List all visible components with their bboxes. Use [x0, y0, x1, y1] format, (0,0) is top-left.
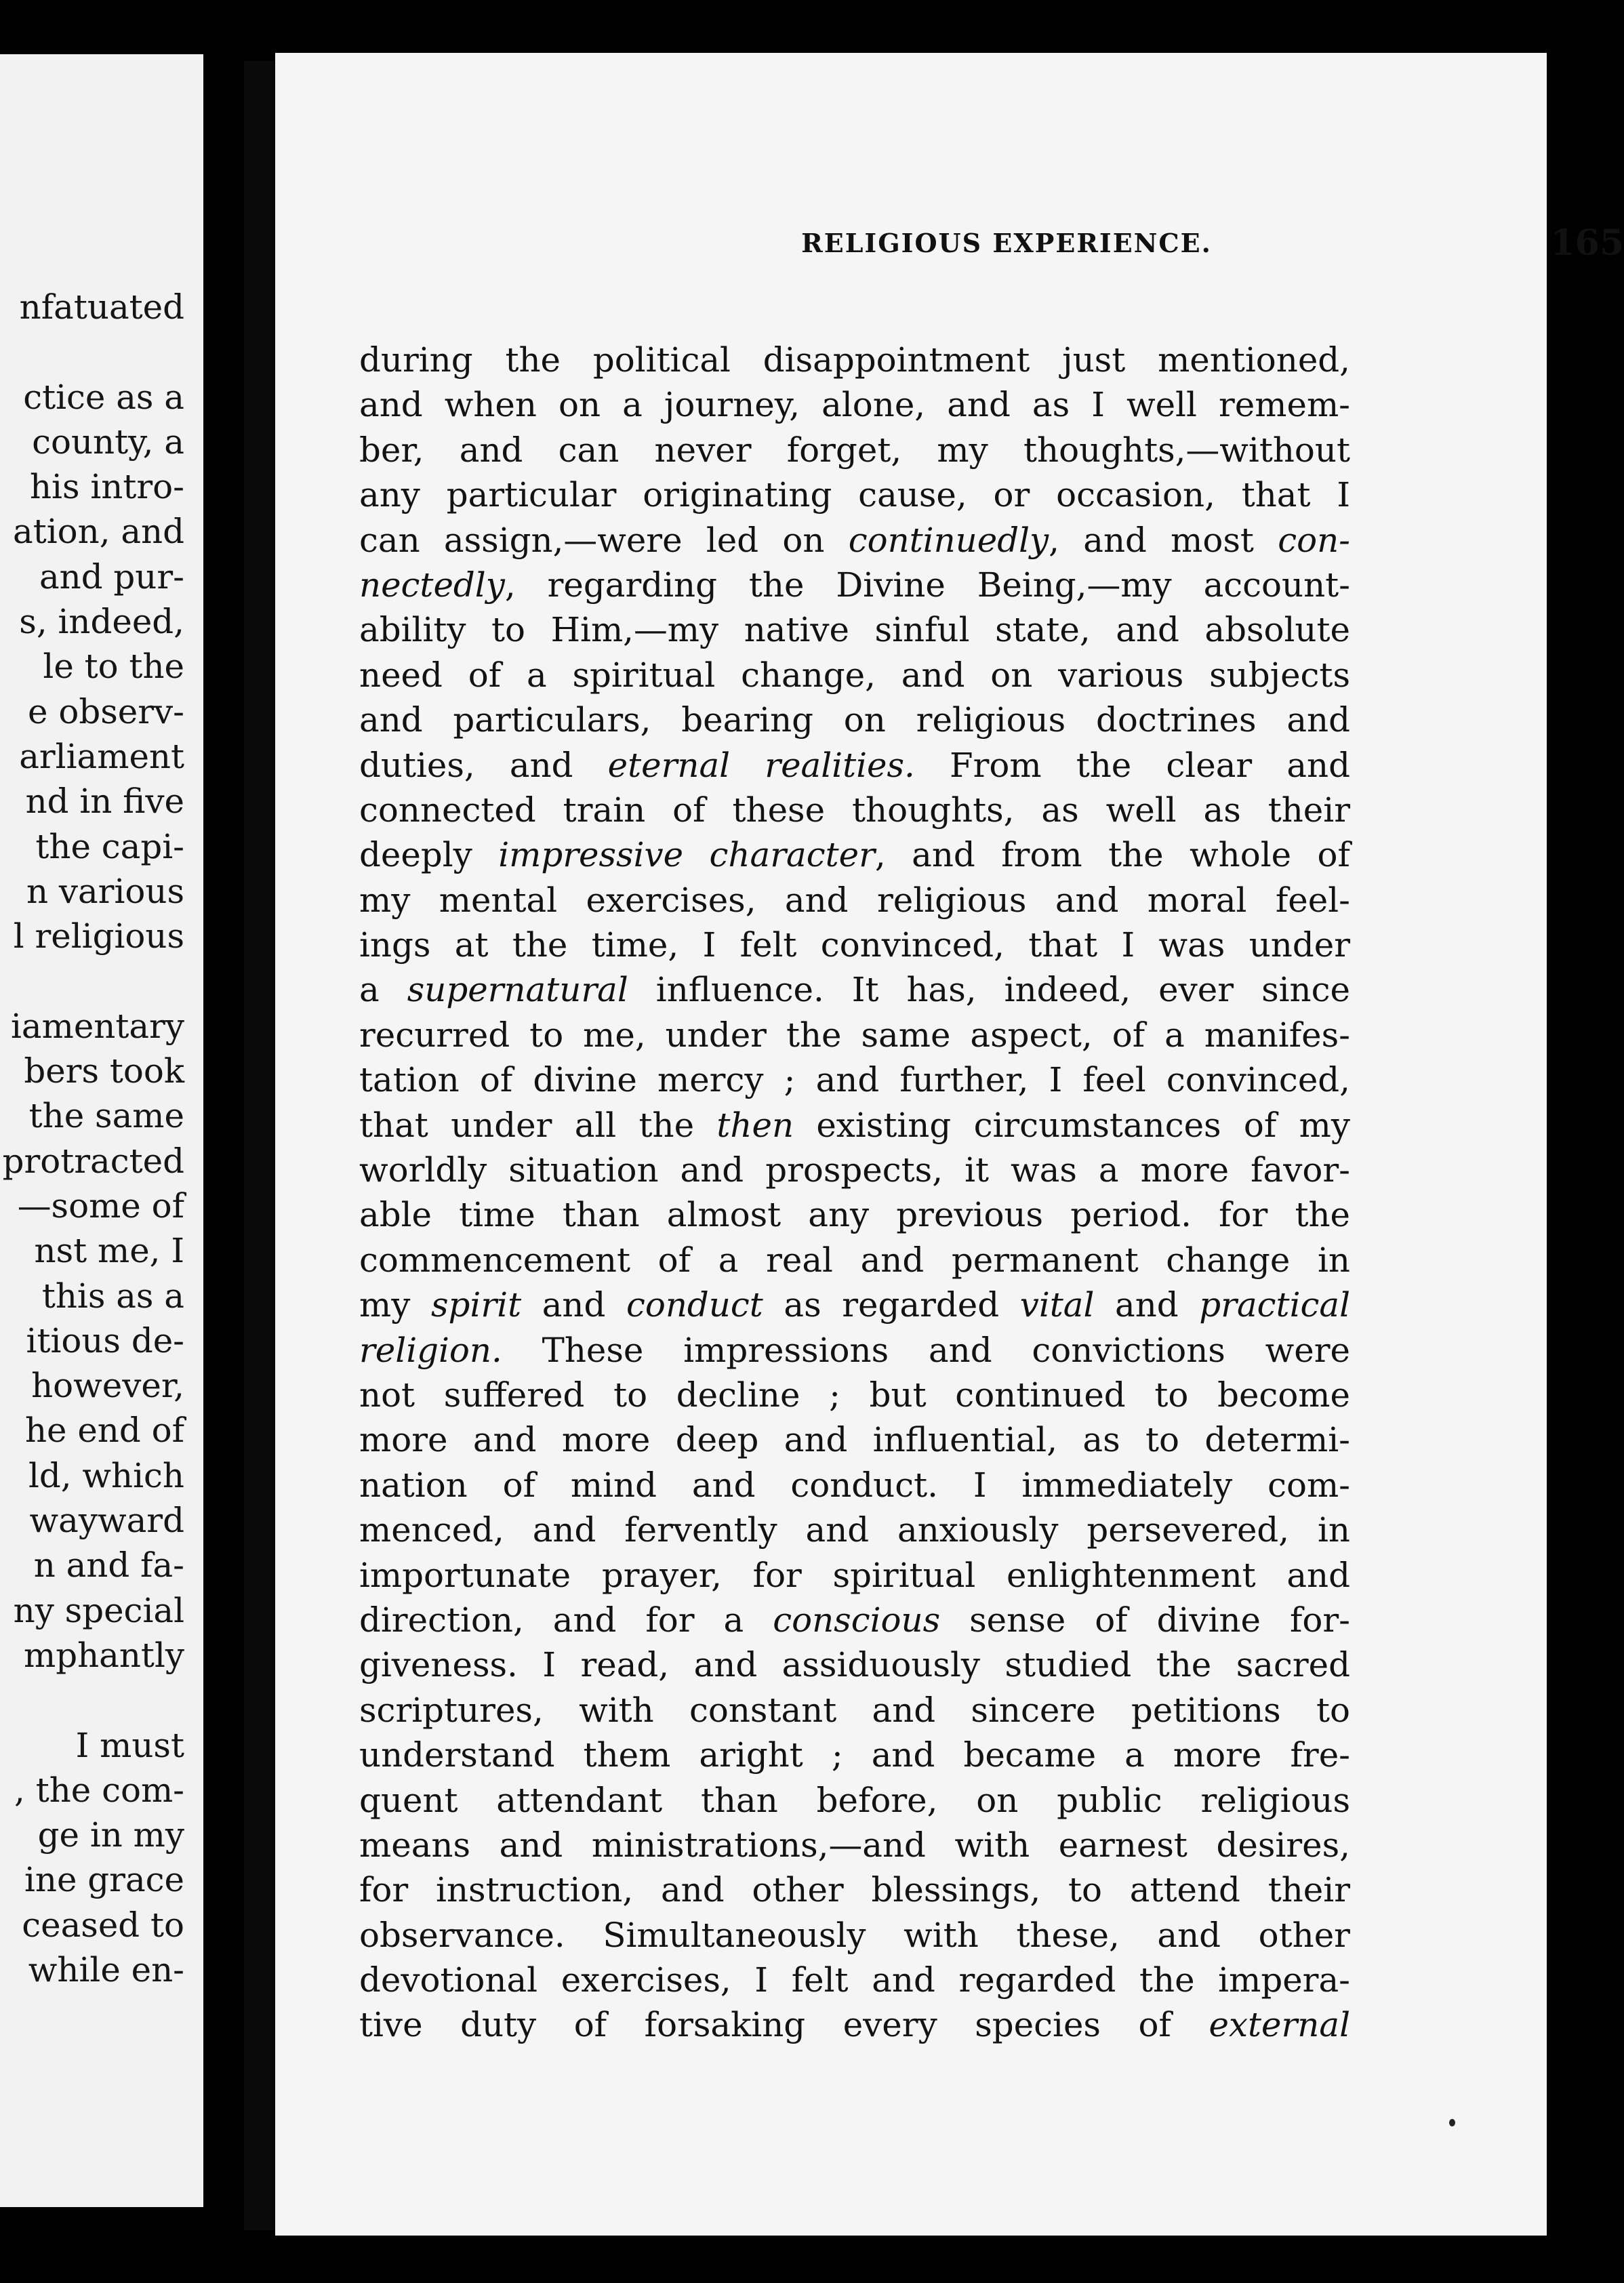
- text-line: [359, 1508, 1350, 1552]
- text-line: [359, 2002, 1350, 2047]
- text-segment: during the political disappointment just mentioned,: [359, 340, 1350, 380]
- text-segment: tive duty of forsaking every species of: [359, 2005, 1209, 2045]
- text-segment: and: [1094, 1285, 1200, 1325]
- text-segment: recurred to me, under the same aspect, of a manifes-: [359, 1015, 1350, 1055]
- previous-page-line: e observ-: [28, 691, 184, 731]
- text-line: [359, 923, 1350, 967]
- text-line: [359, 1688, 1350, 1733]
- running-head-title: RELIGIOUS EXPERIENCE.: [801, 228, 1212, 258]
- previous-page-line: nd in five: [25, 782, 184, 822]
- text-segment: importunate prayer, for spiritual enlightenment and: [359, 1555, 1350, 1595]
- text-line: [359, 967, 1350, 1012]
- previous-page-line: and pur-: [39, 557, 184, 597]
- italic-text: then: [716, 1105, 794, 1145]
- text-line: [359, 1778, 1350, 1823]
- previous-page-line: [0, 329, 184, 374]
- text-segment: , and most: [1049, 520, 1278, 560]
- text-segment: able time than almost any previous period. for the: [359, 1195, 1350, 1235]
- previous-page-line: county, a: [32, 422, 184, 462]
- text-line: [359, 1238, 1350, 1282]
- previous-page-line: this as a: [41, 1276, 184, 1316]
- italic-text: conduct: [626, 1285, 763, 1325]
- text-segment: ber, and can never forget, my thoughts,—without: [359, 430, 1350, 470]
- text-segment: means and ministrations,—and with earnest desires,: [359, 1825, 1350, 1865]
- text-segment: devotional exercises, I felt and regarded the impera-: [359, 1960, 1350, 2000]
- text-line: [359, 1958, 1350, 2002]
- previous-page-line: s, indeed,: [19, 602, 184, 642]
- text-line: [359, 1463, 1350, 1508]
- text-segment: ability to Him,—my native sinful state, and absolute: [359, 610, 1350, 650]
- text-segment: ings at the time, I felt convinced, that I was under: [359, 925, 1350, 965]
- text-line: [359, 878, 1350, 923]
- previous-page-line: ny special: [13, 1590, 184, 1630]
- previous-page: [0, 54, 203, 2207]
- italic-text: practical: [1199, 1285, 1350, 1325]
- running-head: [624, 213, 1624, 274]
- italic-text: spirit: [430, 1285, 522, 1325]
- text-line: [359, 1598, 1350, 1642]
- current-page: [275, 53, 1624, 2236]
- text-segment: connected train of these thoughts, as well as their: [359, 790, 1350, 830]
- previous-page-line: n various: [26, 871, 184, 911]
- text-segment: worldly situation and prospects, it was a more favor-: [359, 1150, 1350, 1190]
- text-segment: giveness. I read, and assiduously studied the sacred: [359, 1645, 1350, 1685]
- page-number: 165: [1550, 222, 1624, 264]
- previous-page-line: —some of: [17, 1186, 184, 1226]
- text-segment: as regarded: [763, 1285, 1020, 1325]
- italic-text: religion.: [359, 1330, 502, 1370]
- previous-page-line: bers took: [24, 1051, 184, 1091]
- text-segment: and: [521, 1285, 626, 1325]
- text-line: [359, 1417, 1350, 1462]
- previous-page-line: ine grace: [24, 1860, 184, 1900]
- previous-page-line: protracted: [2, 1141, 184, 1181]
- text-segment: duties, and: [359, 745, 608, 785]
- previous-page-line: ge in my: [37, 1815, 184, 1855]
- italic-text: supernatural: [407, 970, 628, 1010]
- previous-page-line: l religious: [13, 916, 184, 956]
- text-segment: not suffered to decline ; but continued to become: [359, 1375, 1350, 1415]
- previous-page-line: however,: [31, 1366, 184, 1406]
- previous-page-line: mphantly: [24, 1635, 184, 1675]
- text-segment: and when on a journey, alone, and as I well remem-: [359, 385, 1350, 425]
- text-line: [359, 1282, 1350, 1327]
- text-line: [359, 1057, 1350, 1102]
- previous-page-line: le to the: [43, 647, 184, 687]
- text-line: [359, 653, 1350, 698]
- text-line: [359, 788, 1350, 832]
- text-segment: my mental exercises, and religious and moral feel-: [359, 880, 1350, 920]
- text-segment: influence. It has, indeed, ever since: [628, 970, 1350, 1010]
- text-line: [359, 607, 1350, 652]
- text-segment: my: [359, 1285, 431, 1325]
- text-segment: more and more deep and influential, as to determi-: [359, 1420, 1350, 1460]
- previous-page-line: ation, and: [13, 512, 184, 552]
- text-line: [359, 1553, 1350, 1598]
- italic-text: impressive character: [498, 835, 875, 875]
- text-segment: a: [359, 970, 407, 1010]
- text-line: [359, 382, 1350, 427]
- text-line: [359, 1013, 1350, 1057]
- text-line: [359, 1642, 1350, 1687]
- text-segment: commencement of a real and permanent change in: [359, 1240, 1350, 1280]
- text-line: [359, 1103, 1350, 1148]
- text-segment: deeply: [359, 835, 499, 875]
- text-line: [359, 472, 1350, 517]
- previous-page-line: ctice as a: [23, 377, 184, 417]
- italic-text: nectedly: [359, 565, 505, 605]
- text-line: [359, 1867, 1350, 1912]
- text-segment: tation of divine mercy ; and further, I feel convinced,: [359, 1060, 1350, 1100]
- text-segment: observance. Simultaneously with these, and other: [359, 1915, 1350, 1955]
- ink-speck: [1449, 2119, 1455, 2126]
- text-segment: direction, and for a: [359, 1600, 773, 1640]
- text-segment: existing circumstances of my: [794, 1105, 1350, 1145]
- text-line: [359, 338, 1350, 382]
- previous-page-line: the capi-: [35, 826, 184, 866]
- previous-page-line: wayward: [29, 1501, 184, 1541]
- previous-page-line: nfatuated: [19, 287, 184, 327]
- text-line: [359, 1733, 1350, 1777]
- previous-page-line: I must: [75, 1725, 184, 1765]
- text-line: [359, 832, 1350, 877]
- text-segment: , regarding the Divine Being,—my account-: [504, 565, 1350, 605]
- text-line: [359, 518, 1350, 563]
- text-segment: any particular originating cause, or occasion, that I: [359, 475, 1350, 515]
- italic-text: external: [1209, 2005, 1350, 2045]
- previous-page-line: ceased to: [22, 1905, 184, 1945]
- italic-text: eternal realities.: [607, 745, 915, 785]
- text-line: [359, 428, 1350, 472]
- text-segment: sense of divine for-: [940, 1600, 1351, 1640]
- italic-text: conscious: [773, 1600, 941, 1640]
- previous-page-line: , the com-: [14, 1770, 184, 1810]
- text-segment: menced, and fervently and anxiously persevered, in: [359, 1510, 1350, 1550]
- text-segment: scriptures, with constant and sincere petitions to: [359, 1690, 1350, 1730]
- previous-page-line: [0, 1678, 184, 1722]
- previous-page-line: the same: [28, 1096, 184, 1136]
- book-gutter: [244, 61, 275, 2230]
- text-segment: and particulars, bearing on religious doctrines and: [359, 700, 1350, 740]
- previous-page-text: [0, 285, 184, 1992]
- text-segment: , and from the whole of: [874, 835, 1350, 875]
- body-text: [359, 338, 1350, 2048]
- text-segment: nation of mind and conduct. I immediately com-: [359, 1465, 1350, 1505]
- previous-page-line: his intro-: [29, 467, 184, 507]
- text-line: [359, 698, 1350, 742]
- text-line: [359, 1328, 1350, 1373]
- previous-page-line: while en-: [28, 1949, 184, 1989]
- book-gutter-shadow: [203, 54, 244, 2223]
- text-segment: From the clear and: [914, 745, 1350, 785]
- text-segment: that under all the: [359, 1105, 717, 1145]
- text-line: [359, 563, 1350, 607]
- previous-page-line: n and fa-: [33, 1545, 184, 1585]
- previous-page-line: itious de-: [26, 1320, 184, 1360]
- italic-text: con-: [1278, 520, 1350, 560]
- text-segment: need of a spiritual change, and on various subjects: [359, 655, 1350, 695]
- italic-text: continuedly: [848, 520, 1049, 560]
- italic-text: vital: [1019, 1285, 1095, 1325]
- previous-page-line: arliament: [19, 736, 184, 776]
- previous-page-line: [0, 958, 184, 1003]
- text-segment: for instruction, and other blessings, to attend their: [359, 1870, 1350, 1910]
- text-line: [359, 1913, 1350, 1958]
- previous-page-line: he end of: [24, 1411, 184, 1451]
- text-line: [359, 1373, 1350, 1417]
- text-segment: understand them aright ; and became a more fre-: [359, 1735, 1350, 1775]
- text-line: [359, 1148, 1350, 1192]
- text-line: [359, 1823, 1350, 1867]
- text-segment: These impressions and convictions were: [502, 1330, 1350, 1370]
- previous-page-line: iamentary: [10, 1006, 184, 1046]
- text-line: [359, 743, 1350, 788]
- previous-page-line: nst me, I: [34, 1231, 184, 1271]
- previous-page-line: ld, which: [28, 1455, 184, 1495]
- text-segment: quent attendant than before, on public religious: [359, 1780, 1350, 1820]
- text-line: [359, 1192, 1350, 1237]
- text-segment: can assign,—were led on: [359, 520, 849, 560]
